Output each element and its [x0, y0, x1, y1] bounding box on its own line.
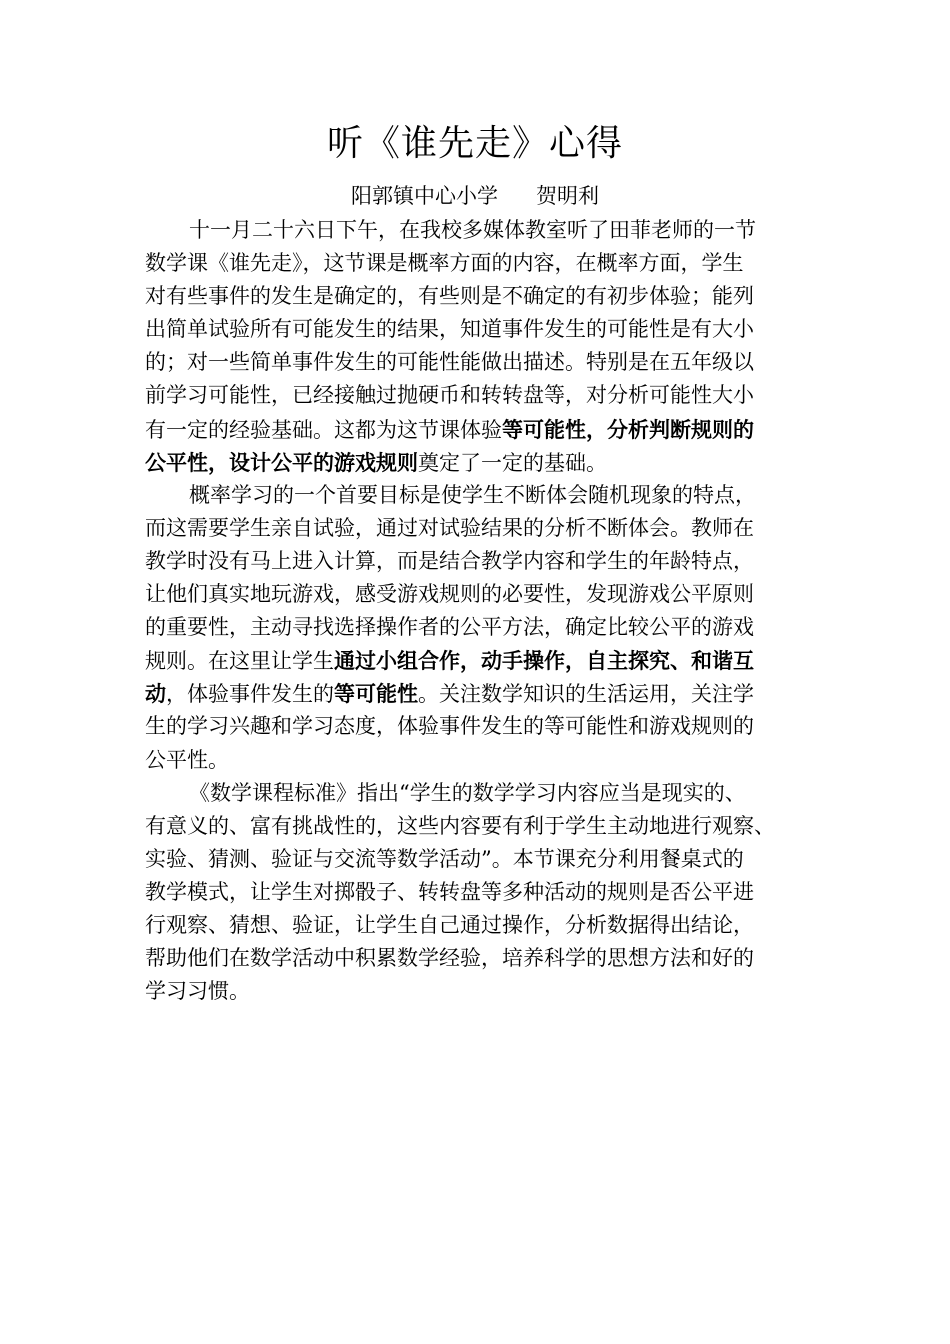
text-segment: ，体验事件发生的	[166, 682, 334, 707]
text-segment: 《数学课程标准》指出“学生的数学学习内容应当是现实的、	[189, 780, 746, 805]
text-segment: 数学课《谁先走》，这节课是概率方面的内容，在概率方面，学生	[145, 251, 744, 276]
text-line	[145, 512, 825, 545]
text-line	[145, 379, 825, 412]
text-segment: 十一月二十六日下午，在我校多媒体教室听了田菲老师的一节	[189, 218, 756, 242]
text-line	[145, 644, 825, 677]
text-line	[145, 710, 825, 743]
text-line	[145, 313, 825, 346]
text-line	[145, 280, 825, 313]
text-line	[145, 346, 825, 379]
text-line	[145, 777, 825, 810]
byline	[0, 180, 950, 212]
text-segment: 有一定的经验基础。这都为这节课体验	[145, 417, 502, 442]
text-segment: 出简单试验所有可能发生的结果，知道事件发生的可能性是有大小	[145, 317, 754, 342]
author-name: 贺明利	[536, 184, 599, 208]
text-line	[145, 909, 825, 942]
paragraph-2	[145, 479, 825, 777]
bold-text: 等可能性	[334, 681, 418, 707]
text-segment: 行观察、猜想、验证，让学生自己通过操作，分析数据得出结论，	[145, 912, 754, 937]
text-line	[145, 446, 825, 479]
text-segment: 前学习可能性，已经接触过抛硬币和转转盘等，对分析可能性大小	[145, 383, 754, 408]
text-segment: 对有些事件的发生是确定的，有些则是不确定的有初步体验；能列	[145, 284, 754, 309]
paragraph-3	[145, 777, 825, 1009]
bold-text: 等可能性，分析判断规则的	[502, 416, 754, 442]
text-segment: 公平性。	[145, 747, 229, 772]
text-segment: 的；对一些简单事件发生的可能性能做出描述。特别是在五年级以	[145, 350, 754, 375]
text-segment: 实验、猜测、验证与交流等数学活动”。本节课充分利用餐桌式的	[145, 846, 744, 871]
text-line	[145, 578, 825, 611]
text-segment: 的重要性，主动寻找选择操作者的公平方法，确定比较公平的游戏	[145, 615, 754, 640]
school-name: 阳郭镇中心小学	[351, 184, 498, 208]
paragraph-1	[145, 214, 825, 479]
text-line	[145, 545, 825, 578]
text-line	[145, 677, 825, 710]
text-segment: 让他们真实地玩游戏，感受游戏规则的必要性，发现游戏公平原则	[145, 582, 754, 607]
bold-text: 动	[145, 681, 166, 707]
text-line	[145, 413, 825, 446]
text-line	[145, 942, 825, 975]
text-segment: 。关注数学知识的生活运用，关注学	[418, 682, 754, 707]
text-segment: 学习习惯。	[145, 979, 250, 1004]
text-segment: 概率学习的一个首要目标是使学生不断体会随机现象的特点，	[189, 482, 756, 507]
text-segment: 教学模式，让学生对掷骰子、转转盘等多种活动的规则是否公平进	[145, 879, 754, 904]
text-line	[145, 810, 825, 843]
text-segment: 生的学习兴趣和学习态度，体验事件发生的等可能性和游戏规则的	[145, 714, 754, 739]
text-line	[145, 975, 825, 1008]
text-segment: 规则。在这里让学生	[145, 649, 334, 674]
text-segment: 奠定了一定的基础。	[418, 450, 607, 475]
page-title: 听《谁先走》心得	[326, 123, 623, 164]
document-body	[145, 214, 825, 1008]
text-segment: 帮助他们在数学活动中积累数学经验，培养科学的思想方法和好的	[145, 946, 754, 971]
bold-text: 通过小组合作，动手操作，自主探究、和谐互	[334, 648, 754, 674]
text-line	[145, 214, 825, 247]
text-line	[145, 876, 825, 909]
text-line	[145, 247, 825, 280]
text-segment: 有意义的、富有挑战性的，这些内容要有利于学生主动地进行观察、	[145, 813, 775, 838]
text-line	[145, 479, 825, 512]
text-line	[145, 611, 825, 644]
text-line	[145, 744, 825, 777]
text-segment: 教学时没有马上进入计算，而是结合教学内容和学生的年龄特点，	[145, 548, 754, 573]
bold-text: 公平性，设计公平的游戏规则	[145, 449, 418, 475]
text-segment: 而这需要学生亲自试验，通过对试验结果的分析不断体会。教师在	[145, 515, 754, 540]
text-line	[145, 843, 825, 876]
